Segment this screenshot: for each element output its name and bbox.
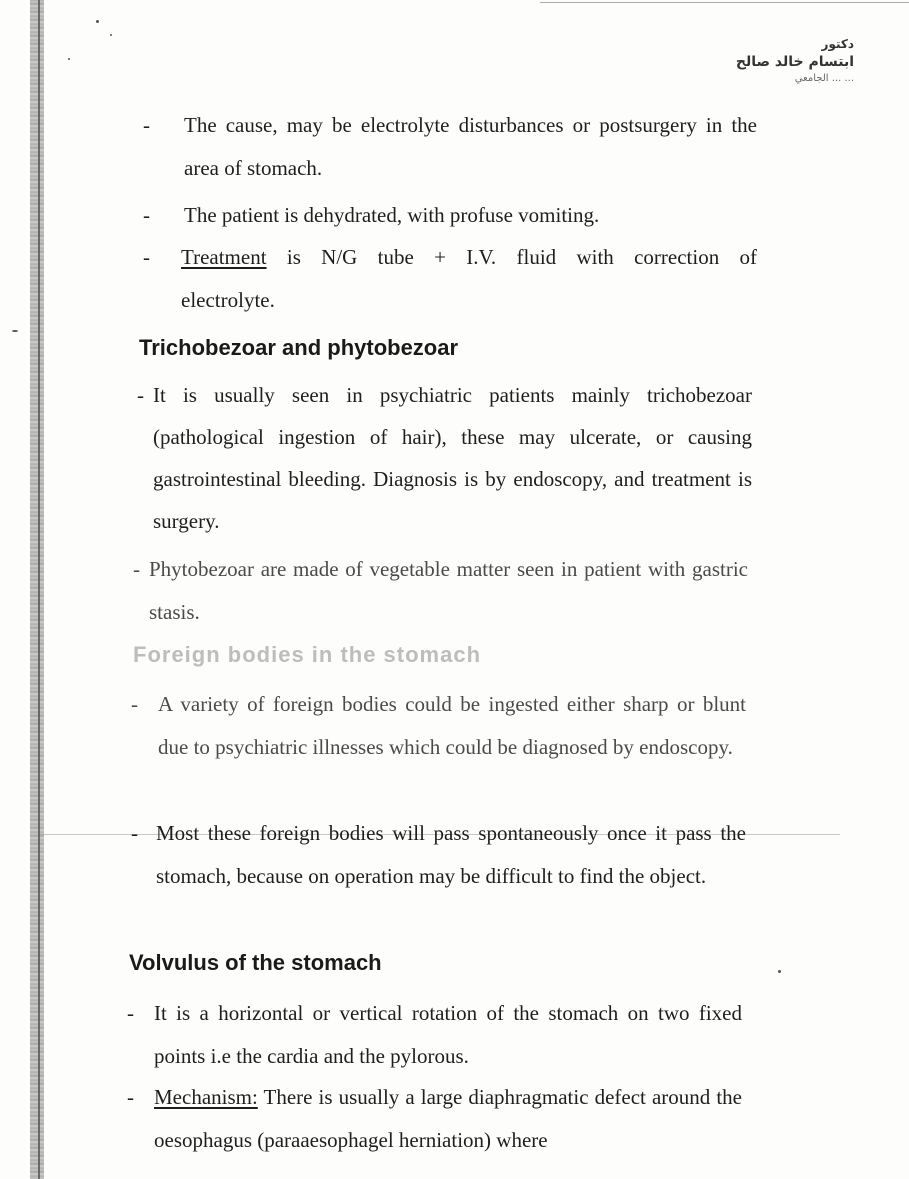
scan-top-line <box>540 2 909 3</box>
item-text <box>154 1076 742 1162</box>
section-heading-foreign-bodies: Foreign bodies in the stomach <box>133 642 482 667</box>
item-text: A variety of foreign bodies could be ingested either sharp or blunt due to psychiatric illnesses which could be diagnosed by endoscopy. <box>158 692 746 759</box>
stamp-title: دكتور <box>821 37 854 51</box>
list-item <box>137 374 752 542</box>
mechanism-label: Mechanism: <box>154 1085 258 1109</box>
item-text: Most these foreign bodies will pass spontaneously once it pass the stomach, because on operation may be difficult to find the object. <box>156 821 746 888</box>
list-item <box>131 812 746 898</box>
list-item <box>127 1076 742 1162</box>
item-text: The cause, may be electrolyte disturbances or postsurgery in the area of stomach. <box>184 113 757 180</box>
list-item <box>131 683 746 769</box>
scan-binding-edge <box>30 0 44 1179</box>
bullet-dash: - <box>143 113 150 137</box>
item-text <box>153 374 752 542</box>
bullet-dash: - <box>127 1085 134 1109</box>
item-text: Phytobezoar are made of vegetable matter seen in patient with gastric stasis. <box>149 557 748 624</box>
scan-speck <box>12 330 18 332</box>
list-item <box>143 236 763 322</box>
mechanism-text: There is usually a large diaphragmatic defect around the oesophagus (paraaesophagel herniation) where <box>154 1085 742 1152</box>
bullet-dash: - <box>131 692 138 716</box>
scan-speck <box>778 970 781 973</box>
item-text: It is a horizontal or vertical rotation of the stomach on two fixed points i.e the cardia and the pylorous. <box>154 1001 742 1068</box>
list-item <box>127 992 742 1078</box>
item-text <box>181 236 757 322</box>
list-item <box>133 548 748 634</box>
list-item <box>143 104 763 190</box>
treatment-label: Treatment <box>181 245 267 269</box>
scan-speck <box>96 20 99 23</box>
bullet-dash: - <box>131 821 138 845</box>
scan-binding-line <box>38 0 40 1179</box>
bullet-dash: - <box>137 383 144 407</box>
section-heading-bezoar: Trichobezoar and phytobezoar <box>139 335 459 360</box>
item-text: The patient is dehydrated, with profuse vomiting. <box>184 203 600 227</box>
list-item <box>143 194 763 237</box>
scan-speck <box>68 58 70 60</box>
treatment-text: is N/G tube + I.V. fluid with correction of electrolyte. <box>181 245 757 312</box>
author-stamp <box>714 36 854 86</box>
bullet-dash: - <box>133 557 140 581</box>
stamp-subtitle: ... ... الجامعي <box>794 73 854 84</box>
bullet-dash: - <box>127 1001 134 1025</box>
bullet-dash: - <box>143 203 150 227</box>
item-paragraph: It is usually seen in psychiatric patients mainly trichobezoar (pathological ingestion of hair), these may ulcerate, or causing gastrointestinal bleeding. Diagnosis is by endoscopy, and treatment is surgery. <box>153 383 752 533</box>
section-heading-volvulus: Volvulus of the stomach <box>129 950 382 975</box>
scan-speck <box>110 34 112 36</box>
stamp-name: ابتسام خالد صالح <box>735 54 854 70</box>
bullet-dash: - <box>143 245 150 269</box>
